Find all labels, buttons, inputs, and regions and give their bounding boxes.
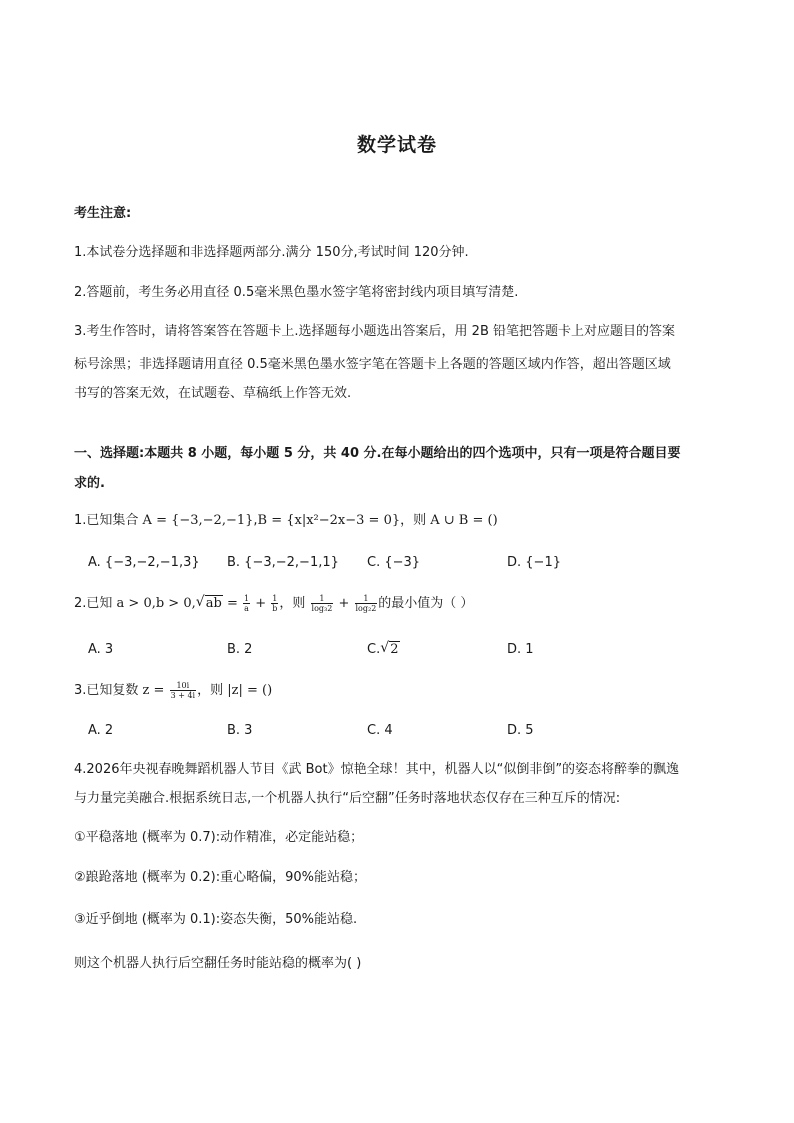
q2-plus-1: +: [251, 596, 271, 611]
q2-sqrt-body: ab: [205, 596, 222, 611]
q3-expression: |z| = (): [227, 683, 273, 698]
q2-option-a: A. 3: [88, 642, 114, 657]
q2-fraction-2: $\frac{1}{b}$: [272, 594, 278, 613]
q2-option-c-sqrt: √ 2: [380, 640, 399, 657]
section-1-heading-line-1: 一、选择题:本题共 8 小题，每小题 5 分，共 40 分.在每小题给出的四个选项中，只有一项是符合题目要: [74, 446, 681, 461]
q2-option-d: D. 1: [507, 642, 534, 657]
q1-option-b: B. {−3,−2,−1,1}: [227, 555, 339, 570]
q1-option-d: D. {−1}: [507, 555, 561, 570]
q3-option-a: A. 2: [88, 723, 114, 738]
question-3: [74, 681, 272, 700]
q2-fraction-3: $\frac{1}{\text{log₃2}}$: [311, 594, 333, 613]
q1-set-a: A = {−3,−2,−1}: [142, 513, 254, 528]
notice-item-1: 1.本试卷分选择题和非选择题两部分.满分 150分,考试时间 120分钟.: [74, 245, 469, 260]
question-4-line-2: 与力量完美融合.根据系统日志,一个机器人执行“后空翻”任务时落地状态仅存在三种互斥的情况:: [74, 791, 621, 806]
question-4-case-2: ②踉跄落地 (概率为 0.2):重心略偏，90%能站稳；: [74, 870, 367, 885]
q2-mid: ，则: [279, 596, 310, 611]
q2-option-c-label: C.: [367, 642, 381, 657]
q2-fraction-4: $\frac{1}{\text{log₂2}}$: [355, 594, 377, 613]
notice-item-2: 2.答题前，考生务必用直径 0.5毫米黑色墨水签字笔将密封线内项目填写清楚.: [74, 285, 519, 300]
notice-item-3-line-2: 标号涂黑；非选择题请用直径 0.5毫米黑色墨水签字笔在答题卡上各题的答题区域内作答，超出答题区域: [74, 357, 671, 372]
question-4-case-1: ①平稳落地 (概率为 0.7):动作精准，必定能站稳；: [74, 830, 364, 845]
q1-expression: A ∪ B = (): [430, 513, 498, 528]
notice-item-3-line-3: 书写的答案无效，在试题卷、草稿纸上作答无效.: [74, 386, 352, 401]
question-4-case-3: ③近乎倒地 (概率为 0.1):姿态失衡，50%能站稳.: [74, 912, 358, 927]
q2-suffix: 的最小值为（ ）: [378, 596, 474, 611]
q1-comma: ,: [253, 513, 258, 528]
q2-condition: a > 0,b > 0,: [116, 596, 196, 611]
question-4-line-1: 4.2026年央视春晚舞蹈机器人节目《武 Bot》惊艳全球！其中，机器人以“似倒非倒”的姿态将醉拳的飘逸: [74, 762, 680, 777]
q1-set-b: B = {x|x²−2x−3 = 0}: [257, 513, 401, 528]
q1-option-c: C. {−3}: [367, 555, 421, 570]
q2-plus-2: +: [334, 596, 354, 611]
question-1: [74, 512, 498, 530]
q3-mid: ，则: [197, 683, 228, 698]
q3-option-c: C. 4: [367, 723, 393, 738]
q2-prefix: 2.已知: [74, 596, 117, 611]
q3-z-equals: z =: [142, 683, 169, 698]
section-1-heading-line-2: 求的.: [74, 476, 105, 491]
q1-prefix: 1.已知集合: [74, 513, 143, 528]
q1-mid: ，则: [400, 513, 431, 528]
q1-option-a: A. {−3,−2,−1,3}: [88, 555, 200, 570]
q3-option-b: B. 3: [227, 723, 253, 738]
q2-option-c: [367, 641, 400, 659]
q2-sqrt: √ ab: [195, 594, 222, 611]
notice-item-3-line-1: 3.考生作答时，请将答案答在答题卡上.选择题每小题选出答案后，用 2B 铅笔把答题卡上对应题目的答案: [74, 324, 675, 339]
q3-option-d: D. 5: [507, 723, 534, 738]
page-title: 数学试卷: [356, 134, 437, 156]
q2-fraction-1: $\frac{1}{a}$: [244, 594, 250, 613]
q3-fraction: $\frac{10i}{3 + 4i}$: [170, 681, 196, 700]
q3-prefix: 3.已知复数: [74, 683, 143, 698]
question-2: [74, 594, 473, 613]
q2-equals: =: [222, 596, 242, 611]
q2-option-b: B. 2: [227, 642, 253, 657]
question-4-prompt: 则这个机器人执行后空翻任务时能站稳的概率为( ): [74, 956, 362, 971]
notice-heading: 考生注意:: [74, 206, 132, 221]
